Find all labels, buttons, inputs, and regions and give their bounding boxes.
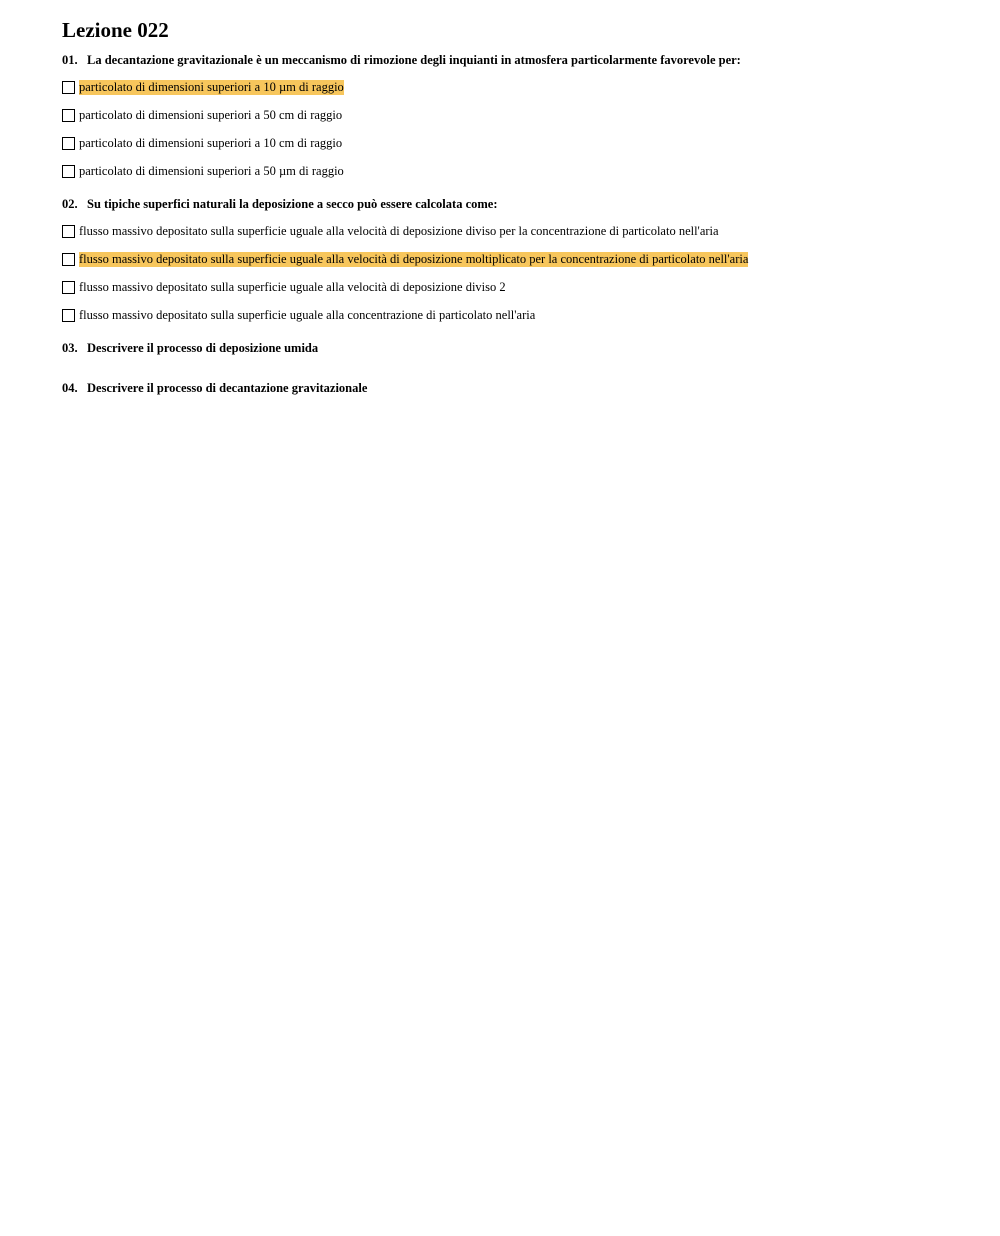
question-number: 03. — [62, 341, 78, 355]
question-heading — [62, 196, 962, 212]
checkbox[interactable] — [62, 165, 75, 178]
answer-option[interactable] — [62, 134, 962, 152]
question-01 — [62, 52, 962, 180]
answer-option[interactable] — [62, 250, 962, 268]
answer-option[interactable] — [62, 306, 962, 324]
checkbox[interactable] — [62, 253, 75, 266]
checkbox[interactable] — [62, 225, 75, 238]
checkbox[interactable] — [62, 137, 75, 150]
question-number: 01. — [62, 53, 78, 67]
answer-text: flusso massivo depositato sulla superficie uguale alla concentrazione di particolato nell'aria — [79, 307, 536, 322]
question-heading — [62, 52, 962, 68]
question-03 — [62, 340, 962, 356]
checkbox[interactable] — [62, 81, 75, 94]
question-heading — [62, 340, 962, 356]
question-heading — [62, 380, 962, 396]
answer-text: particolato di dimensioni superiori a 10 cm di raggio — [79, 135, 343, 150]
question-text: La decantazione gravitazionale è un meccanismo di rimozione degli inquianti in atmosfera particolarmente favorevole per: — [87, 53, 741, 67]
question-text: Descrivere il processo di deposizione umida — [87, 341, 319, 355]
lesson-title: Lezione 022 — [62, 18, 169, 42]
answer-options — [62, 222, 962, 324]
checkbox[interactable] — [62, 309, 75, 322]
answer-text: particolato di dimensioni superiori a 10 µm di raggio — [79, 79, 344, 94]
answer-text: flusso massivo depositato sulla superficie uguale alla velocità di deposizione moltiplicato per la concentrazione di particolato nell'aria — [79, 251, 749, 266]
answer-option[interactable] — [62, 106, 962, 124]
question-text: Su tipiche superfici naturali la deposizione a secco può essere calcolata come: — [87, 197, 498, 211]
answer-text: particolato di dimensioni superiori a 50 µm di raggio — [79, 163, 344, 178]
question-number: 02. — [62, 197, 78, 211]
answer-options — [62, 78, 962, 180]
answer-text: particolato di dimensioni superiori a 50 cm di raggio — [79, 107, 343, 122]
answer-option[interactable] — [62, 162, 962, 180]
question-04 — [62, 380, 962, 396]
answer-option[interactable] — [62, 78, 962, 96]
answer-text: flusso massivo depositato sulla superficie uguale alla velocità di deposizione diviso per la concentrazione di particolato nell'aria — [79, 223, 719, 238]
answer-option[interactable] — [62, 278, 962, 296]
document-page — [62, 18, 962, 396]
question-number: 04. — [62, 381, 78, 395]
checkbox[interactable] — [62, 281, 75, 294]
question-text: Descrivere il processo di decantazione gravitazionale — [87, 381, 368, 395]
answer-option[interactable] — [62, 222, 962, 240]
question-02 — [62, 196, 962, 324]
checkbox[interactable] — [62, 109, 75, 122]
answer-text: flusso massivo depositato sulla superficie uguale alla velocità di deposizione diviso 2 — [79, 279, 506, 294]
